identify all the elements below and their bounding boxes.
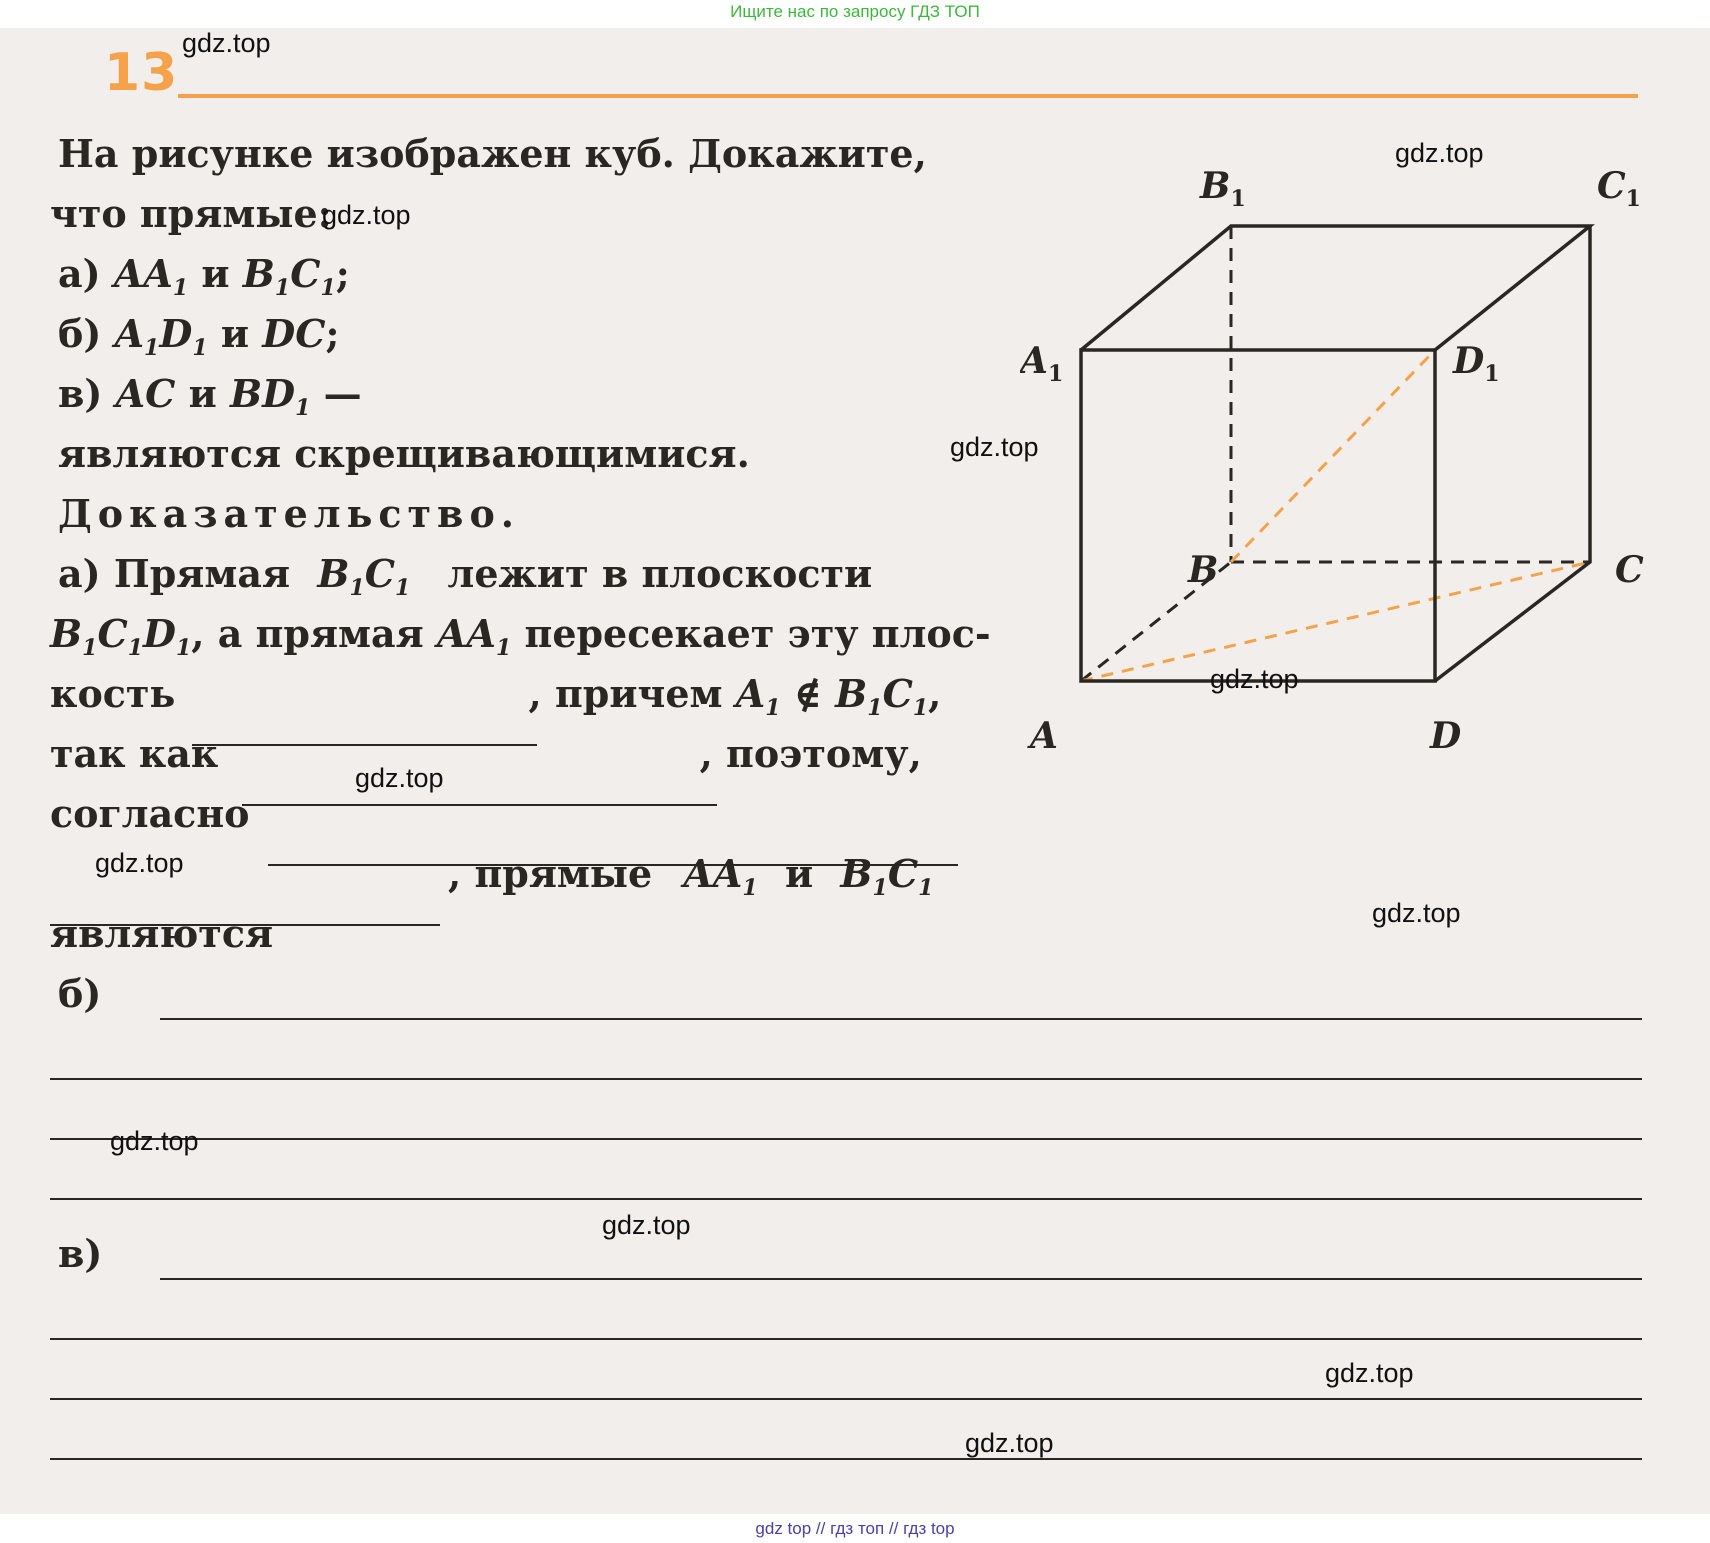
- problem-line-end: являются скрещивающимися.: [58, 431, 750, 476]
- proof-c-label: в): [58, 1231, 103, 1276]
- answer-line-c-3[interactable]: [50, 1398, 1642, 1400]
- watermark: gdz.top: [322, 200, 411, 230]
- proof-a-line-7: являются: [50, 911, 274, 956]
- label-a1: $A_1$: [1020, 340, 1064, 387]
- label-a: A: [1030, 715, 1058, 757]
- problem-item-c: в) AC и $BD_1$ —: [58, 371, 362, 421]
- problem-item-a: а) $AA_1$ и $B_1C_1$;: [58, 251, 350, 301]
- proof-heading: Доказательство.: [58, 491, 521, 536]
- cube-figure: [1020, 138, 1660, 778]
- watermark: gdz.top: [95, 848, 184, 878]
- cube-top-face: [1081, 226, 1590, 350]
- watermark: gdz.top: [1210, 664, 1299, 694]
- diagonal-bd1: [1231, 350, 1435, 562]
- answer-line-c-1[interactable]: [160, 1278, 1642, 1280]
- top-banner[interactable]: Ищите нас по запросу ГДЗ ТОП: [730, 2, 980, 21]
- watermark: gdz.top: [602, 1210, 691, 1240]
- answer-line-b-2[interactable]: [50, 1078, 1642, 1080]
- problem-line-2: что прямые:: [50, 191, 332, 236]
- watermark: gdz.top: [1372, 898, 1461, 928]
- problem-item-b: б) $A_1D_1$ и DC;: [58, 311, 340, 361]
- proof-a-line-4: так как , поэтому,: [50, 731, 922, 776]
- answer-line-b-3[interactable]: [50, 1138, 1642, 1140]
- label-b: B: [1188, 549, 1219, 591]
- cube-front-face: [1081, 350, 1435, 681]
- label-b1: $B_1$: [1200, 165, 1246, 212]
- answer-line-b-1[interactable]: [160, 1018, 1642, 1020]
- proof-a-line-3: кость , причем $A_1$ ∉ $B_1C_1$,: [50, 671, 942, 721]
- header-rule: [178, 94, 1638, 98]
- watermark: gdz.top: [355, 763, 444, 793]
- watermark: gdz.top: [182, 28, 271, 58]
- problem-line-1: На рисунке изображен куб. Докажите,: [58, 131, 927, 176]
- proof-a-line-6: , прямые $AA_1$ и $B_1C_1$: [448, 851, 934, 901]
- label-d: D: [1430, 715, 1462, 757]
- watermark: gdz.top: [965, 1428, 1054, 1458]
- proof-a-line-1: а) Прямая $B_1C_1$ лежит в плоскости: [58, 551, 873, 601]
- answer-line-c-4[interactable]: [50, 1458, 1642, 1460]
- watermark: gdz.top: [950, 432, 1039, 462]
- watermark: gdz.top: [110, 1126, 199, 1156]
- label-c: C: [1615, 549, 1644, 591]
- proof-a-line-5: согласно: [50, 791, 250, 836]
- watermark: gdz.top: [1325, 1358, 1414, 1388]
- cube-right-face: [1435, 226, 1590, 681]
- label-c1: $C_1$: [1597, 165, 1641, 212]
- proof-b-label: б): [58, 971, 102, 1016]
- proof-a-line-2: $B_1C_1D_1$, а прямая $AA_1$ пересекает эту плос-: [50, 611, 991, 661]
- watermark: gdz.top: [1395, 138, 1484, 168]
- answer-line-c-2[interactable]: [50, 1338, 1642, 1340]
- bottom-footer[interactable]: gdz top // гдз топ // гдз top: [755, 1519, 955, 1538]
- label-d1: $D_1$: [1453, 340, 1500, 387]
- answer-line-b-4[interactable]: [50, 1198, 1642, 1200]
- workbook-page: [0, 28, 1710, 1514]
- task-number: 13: [104, 43, 179, 103]
